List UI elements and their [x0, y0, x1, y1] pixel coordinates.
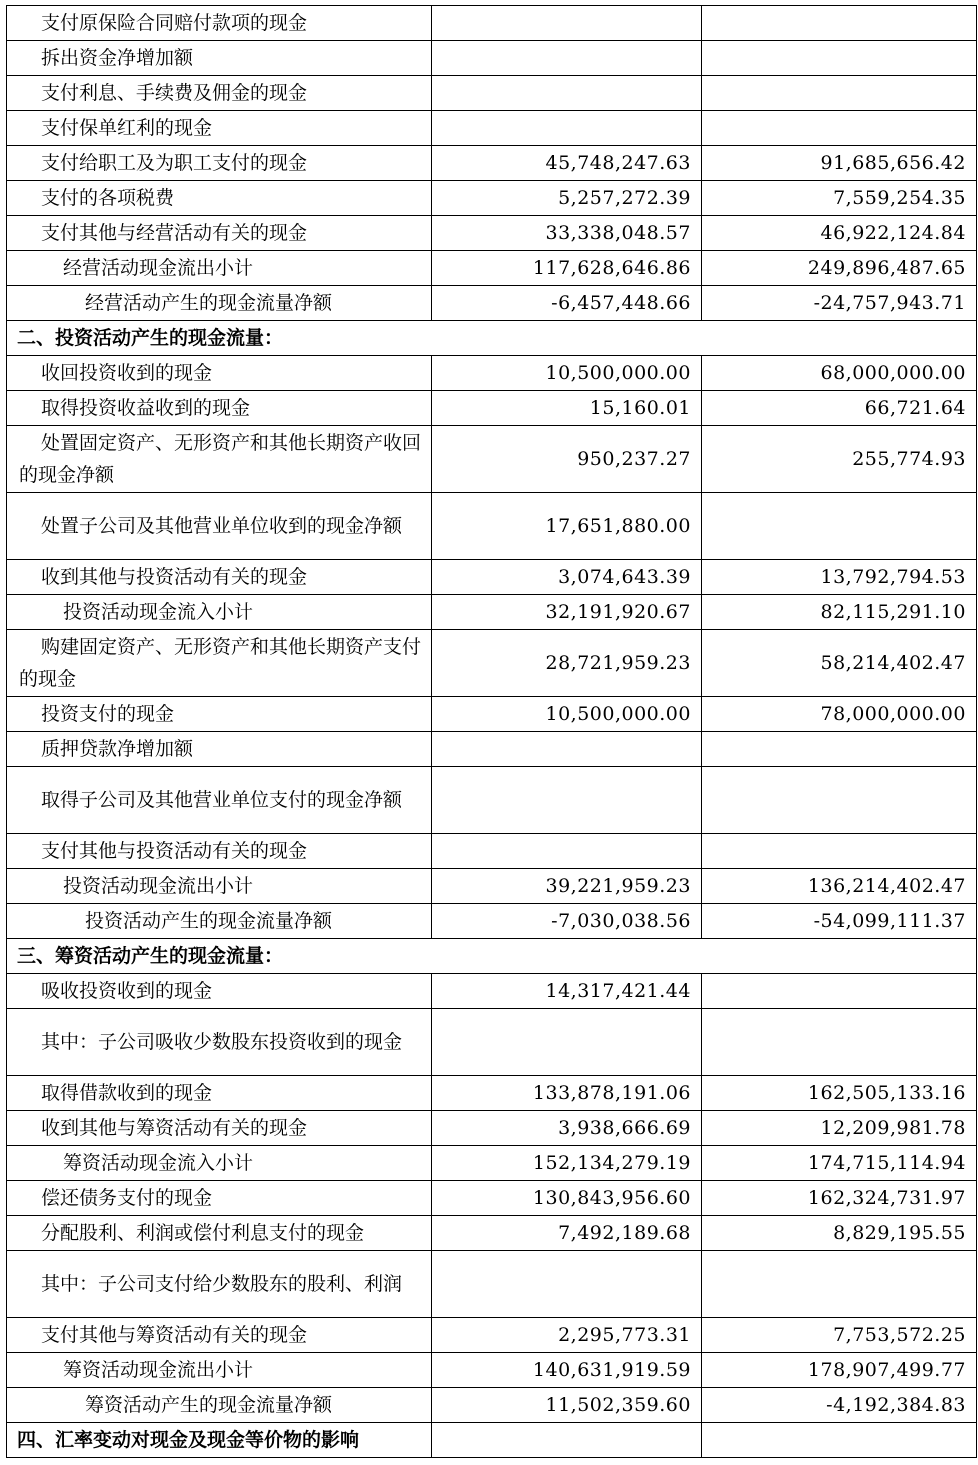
current-period-value: [432, 1009, 702, 1076]
table-row: [7, 904, 977, 939]
prior-period-value: 68,000,000.00: [702, 356, 977, 391]
current-period-value: 33,338,048.57: [432, 216, 702, 251]
prior-period-value: 12,209,981.78: [702, 1111, 977, 1146]
prior-period-value: 8,829,195.55: [702, 1216, 977, 1251]
row-label: 经营活动现金流出小计: [7, 251, 432, 286]
prior-period-value: -54,099,111.37: [702, 904, 977, 939]
table-row: [7, 1076, 977, 1111]
row-label: 偿还债务支付的现金: [7, 1181, 432, 1216]
table-row: [7, 1111, 977, 1146]
cash-flow-body: [7, 6, 977, 1458]
table-row: [7, 6, 977, 41]
current-period-value: 15,160.01: [432, 391, 702, 426]
table-row: [7, 697, 977, 732]
prior-period-value: [702, 974, 977, 1009]
row-label: 分配股利、利润或偿付利息支付的现金: [7, 1216, 432, 1251]
row-label: 支付其他与筹资活动有关的现金: [7, 1318, 432, 1353]
row-label: 支付给职工及为职工支付的现金: [7, 146, 432, 181]
current-period-value: 32,191,920.67: [432, 595, 702, 630]
table-row: [7, 1216, 977, 1251]
prior-period-value: 174,715,114.94: [702, 1146, 977, 1181]
current-period-value: 10,500,000.00: [432, 356, 702, 391]
prior-period-value: 178,907,499.77: [702, 1353, 977, 1388]
row-label: 处置子公司及其他营业单位收到的现金净额: [7, 493, 432, 560]
prior-period-value: -24,757,943.71: [702, 286, 977, 321]
section-header-row: [7, 939, 977, 974]
prior-period-value: 78,000,000.00: [702, 697, 977, 732]
table-row: [7, 1318, 977, 1353]
prior-period-value: 91,685,656.42: [702, 146, 977, 181]
current-period-value: -6,457,448.66: [432, 286, 702, 321]
table-row: [7, 356, 977, 391]
row-label: 支付原保险合同赔付款项的现金: [7, 6, 432, 41]
table-row: [7, 630, 977, 697]
table-row: [7, 146, 977, 181]
row-label: 投资活动产生的现金流量净额: [7, 904, 432, 939]
prior-period-value: [702, 111, 977, 146]
row-label: 筹资活动产生的现金流量净额: [7, 1388, 432, 1423]
row-label: 收到其他与投资活动有关的现金: [7, 560, 432, 595]
row-label: 经营活动产生的现金流量净额: [7, 286, 432, 321]
current-period-value: 152,134,279.19: [432, 1146, 702, 1181]
prior-period-value: 7,753,572.25: [702, 1318, 977, 1353]
current-period-value: [432, 1251, 702, 1318]
table-row: [7, 76, 977, 111]
table-row: [7, 391, 977, 426]
prior-period-value: 162,324,731.97: [702, 1181, 977, 1216]
row-label: 支付其他与投资活动有关的现金: [7, 834, 432, 869]
prior-period-value: 66,721.64: [702, 391, 977, 426]
prior-period-value: 46,922,124.84: [702, 216, 977, 251]
row-label: 购建固定资产、无形资产和其他长期资产支付的现金: [7, 630, 432, 697]
current-period-value: [432, 834, 702, 869]
prior-period-value: 58,214,402.47: [702, 630, 977, 697]
section-header-row: [7, 321, 977, 356]
table-row: [7, 869, 977, 904]
table-row: [7, 493, 977, 560]
prior-period-value: 162,505,133.16: [702, 1076, 977, 1111]
current-period-value: -7,030,038.56: [432, 904, 702, 939]
prior-period-value: [702, 6, 977, 41]
current-period-value: 950,237.27: [432, 426, 702, 493]
row-label: 支付利息、手续费及佣金的现金: [7, 76, 432, 111]
current-period-value: 11,502,359.60: [432, 1388, 702, 1423]
table-row: [7, 181, 977, 216]
current-period-value: 14,317,421.44: [432, 974, 702, 1009]
table-row: [7, 1388, 977, 1423]
row-label: 质押贷款净增加额: [7, 732, 432, 767]
table-row: [7, 834, 977, 869]
table-row: [7, 595, 977, 630]
current-period-value: 10,500,000.00: [432, 697, 702, 732]
row-label: 拆出资金净增加额: [7, 41, 432, 76]
row-label: 投资支付的现金: [7, 697, 432, 732]
current-period-value: 5,257,272.39: [432, 181, 702, 216]
row-label: 支付其他与经营活动有关的现金: [7, 216, 432, 251]
prior-period-value: 13,792,794.53: [702, 560, 977, 595]
section-header: 三、筹资活动产生的现金流量：: [7, 939, 977, 974]
current-period-value: [432, 1423, 702, 1458]
table-row: [7, 216, 977, 251]
row-label: 投资活动现金流出小计: [7, 869, 432, 904]
prior-period-value: 255,774.93: [702, 426, 977, 493]
current-period-value: [432, 732, 702, 767]
current-period-value: [432, 41, 702, 76]
current-period-value: 28,721,959.23: [432, 630, 702, 697]
current-period-value: 45,748,247.63: [432, 146, 702, 181]
current-period-value: 130,843,956.60: [432, 1181, 702, 1216]
prior-period-value: 249,896,487.65: [702, 251, 977, 286]
prior-period-value: [702, 834, 977, 869]
row-label: 吸收投资收到的现金: [7, 974, 432, 1009]
current-period-value: 2,295,773.31: [432, 1318, 702, 1353]
prior-period-value: [702, 76, 977, 111]
row-label: 支付保单红利的现金: [7, 111, 432, 146]
row-label: 取得子公司及其他营业单位支付的现金净额: [7, 767, 432, 834]
cash-flow-table: [6, 5, 977, 1458]
current-period-value: [432, 767, 702, 834]
row-label: 四、汇率变动对现金及现金等价物的影响: [7, 1423, 432, 1458]
row-label: 筹资活动现金流入小计: [7, 1146, 432, 1181]
table-row: [7, 974, 977, 1009]
row-label: 支付的各项税费: [7, 181, 432, 216]
prior-period-value: 136,214,402.47: [702, 869, 977, 904]
current-period-value: 17,651,880.00: [432, 493, 702, 560]
row-label: 其中：子公司支付给少数股东的股利、利润: [7, 1251, 432, 1318]
table-row: [7, 111, 977, 146]
current-period-value: [432, 6, 702, 41]
current-period-value: [432, 76, 702, 111]
row-label: 取得借款收到的现金: [7, 1076, 432, 1111]
prior-period-value: [702, 767, 977, 834]
current-period-value: 140,631,919.59: [432, 1353, 702, 1388]
current-period-value: 117,628,646.86: [432, 251, 702, 286]
row-label: 取得投资收益收到的现金: [7, 391, 432, 426]
prior-period-value: [702, 1251, 977, 1318]
row-label: 其中：子公司吸收少数股东投资收到的现金: [7, 1009, 432, 1076]
current-period-value: 3,938,666.69: [432, 1111, 702, 1146]
prior-period-value: 82,115,291.10: [702, 595, 977, 630]
table-row: [7, 1009, 977, 1076]
prior-period-value: -4,192,384.83: [702, 1388, 977, 1423]
prior-period-value: [702, 41, 977, 76]
section-header: 二、投资活动产生的现金流量：: [7, 321, 977, 356]
table-row: [7, 41, 977, 76]
row-label: 收回投资收到的现金: [7, 356, 432, 391]
table-row: [7, 286, 977, 321]
table-row: [7, 1181, 977, 1216]
current-period-value: 3,074,643.39: [432, 560, 702, 595]
prior-period-value: [702, 732, 977, 767]
current-period-value: 7,492,189.68: [432, 1216, 702, 1251]
current-period-value: 39,221,959.23: [432, 869, 702, 904]
table-row: [7, 560, 977, 595]
prior-period-value: [702, 493, 977, 560]
table-row: [7, 1251, 977, 1318]
current-period-value: [432, 111, 702, 146]
table-row: [7, 732, 977, 767]
row-label: 收到其他与筹资活动有关的现金: [7, 1111, 432, 1146]
table-row: [7, 426, 977, 493]
row-label: 投资活动现金流入小计: [7, 595, 432, 630]
table-row: [7, 1146, 977, 1181]
table-row: [7, 251, 977, 286]
prior-period-value: [702, 1009, 977, 1076]
row-label: 筹资活动现金流出小计: [7, 1353, 432, 1388]
prior-period-value: 7,559,254.35: [702, 181, 977, 216]
table-row: [7, 1423, 977, 1458]
current-period-value: 133,878,191.06: [432, 1076, 702, 1111]
table-row: [7, 767, 977, 834]
table-row: [7, 1353, 977, 1388]
prior-period-value: [702, 1423, 977, 1458]
row-label: 处置固定资产、无形资产和其他长期资产收回的现金净额: [7, 426, 432, 493]
